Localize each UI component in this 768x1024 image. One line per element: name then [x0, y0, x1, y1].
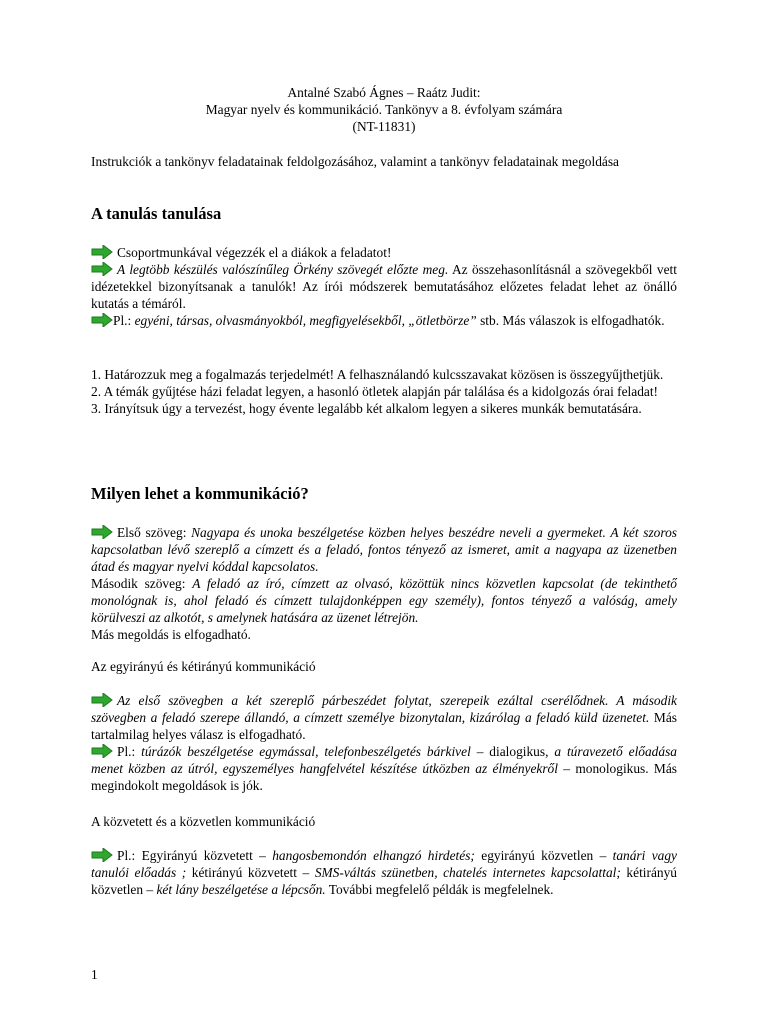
- subsection-title: A közvetett és a közvetlen kommunikáció: [91, 814, 316, 829]
- arrow-right-icon: [91, 313, 113, 327]
- text: A legtöbb készülés valószínűleg Örkény szövegét előzte meg.: [117, 262, 449, 277]
- intro-text: Instrukciók a tankönyv feladatainak feldolgozásához, valamint a tankönyv feladatainak megoldása: [91, 154, 619, 169]
- section-heading-1: [91, 204, 677, 224]
- section1-body: [91, 244, 677, 329]
- paragraph: [91, 692, 677, 743]
- subsection1-body: [91, 692, 677, 794]
- text: tanári vagy tanulói előadás ;: [91, 848, 677, 880]
- book-code: (NT-11831): [352, 119, 416, 134]
- text: két lány beszélgetése a lépcsőn.: [156, 882, 326, 897]
- document-header: [91, 84, 677, 135]
- text: Más tartalmilag helyes válasz is elfogadható.: [91, 710, 677, 742]
- text: A feladó az író, címzett az olvasó, közöttük nincs közvetlen kapcsolat (de tekinthető monológnak is, ahol feladó és címzett tulajdonképpen egy személy), fontos tényező a valóság, amely körülveszi az alkotót, s amelynek hatására az üzenet létrejön.: [91, 576, 677, 625]
- paragraph: Más megoldás is elfogadható.: [91, 627, 251, 642]
- paragraph: [91, 244, 677, 261]
- section-title: A tanulás tanulása: [91, 204, 222, 223]
- page-number: 1: [91, 967, 98, 982]
- numbered-list: [91, 366, 677, 417]
- subheading-2: [91, 813, 677, 830]
- section2-body: [91, 524, 677, 643]
- list-item: 1. Határozzuk meg a fogalmazás terjedelmét! A felhasználandó kulcsszavakat közösen is összegyűjthetjük.: [91, 367, 664, 382]
- paragraph: [91, 847, 677, 898]
- text: kétirányú közvetlen –: [91, 865, 677, 897]
- text: – monologikus. Más megindokolt megoldások is jók.: [91, 761, 677, 793]
- paragraph: [91, 261, 677, 312]
- text: További megfelelő példák is megfelelnek.: [325, 882, 554, 897]
- paragraph: [91, 743, 677, 794]
- arrow-right-icon: [91, 262, 113, 276]
- paragraph: [91, 575, 677, 626]
- text: egyéni, társas, olvasmányokból, megfigyelésekből, „ötletbörze”: [134, 313, 477, 328]
- subheading-1: [91, 658, 677, 675]
- text: Második szöveg:: [91, 576, 193, 591]
- subsection2-body: [91, 847, 677, 898]
- text: hangosbemondón elhangzó hirdetés;: [272, 848, 475, 863]
- text: stb. Más válaszok is elfogadhatók.: [476, 313, 665, 328]
- text: Első szöveg:: [117, 525, 192, 540]
- arrow-right-icon: [91, 744, 113, 758]
- authors: Antalné Szabó Ágnes – Raátz Judit:: [287, 85, 481, 100]
- book-title: Magyar nyelv és kommunikáció. Tankönyv a 8. évfolyam számára: [205, 102, 563, 117]
- subsection-title: Az egyirányú és kétirányú kommunikáció: [91, 659, 316, 674]
- text: – dialogikus,: [470, 744, 555, 759]
- arrow-right-icon: [91, 693, 113, 707]
- section-heading-2: [91, 484, 677, 504]
- text: a túravezető előadása menet közben az útról, egyszemélyes hangfelvétel készítése útközben az élményekről: [91, 744, 677, 776]
- arrow-right-icon: [91, 848, 113, 862]
- text: Az első szövegben a két szereplő párbeszédet folytat, szerepeik ezáltal cserélődnek. A második szövegben a feladó szerepe állandó, a címzett személye bizonytalan, kizárólag a feladó küld üzenetet.: [91, 693, 677, 725]
- list-item: 3. Irányítsuk úgy a tervezést, hogy évente legalább két alkalom legyen a sikeres munkák bemutatására.: [91, 401, 642, 416]
- arrow-right-icon: [91, 525, 113, 539]
- text: Pl.: Egyirányú közvetett –: [117, 848, 273, 863]
- section-title: Milyen lehet a kommunikáció?: [91, 484, 309, 503]
- paragraph: [91, 312, 677, 329]
- paragraph: [91, 524, 677, 575]
- text: kétirányú közvetett –: [186, 865, 315, 880]
- intro: [91, 153, 677, 170]
- text: Pl.:: [113, 313, 135, 328]
- arrow-right-icon: [91, 245, 113, 259]
- text: Nagyapa és unoka beszélgetése közben helyes beszédre neveli a gyermeket. A két szoros kapcsolatban lévő szereplő a címzett és a feladó, fontos tényező az ismeret, amit a nagyapa az üzenetben átad és magyar nyelvi kóddal kapcsolatos.: [91, 525, 678, 574]
- text: Csoportmunkával végezzék el a diákok a feladatot!: [117, 245, 392, 260]
- text: Pl.:: [117, 744, 142, 759]
- list-item: 2. A témák gyűjtése házi feladat legyen, a hasonló ötletek alapján pár találása és a kidolgozás órai feladat!: [91, 384, 659, 399]
- text: Az összehasonlításnál a szövegekből vett idézetekkel bizonyítsanak a tanulók! Az írói módszerek bemutatásához előzetes feladat lehet az önálló kutatás a témáról.: [91, 262, 677, 311]
- text: SMS-váltás szünetben, chatelés internetes kapcsolattal;: [314, 865, 621, 880]
- text: túrázók beszélgetése egymással, telefonbeszélgetés bárkivel: [141, 744, 471, 759]
- text: egyirányú közvetlen –: [474, 848, 613, 863]
